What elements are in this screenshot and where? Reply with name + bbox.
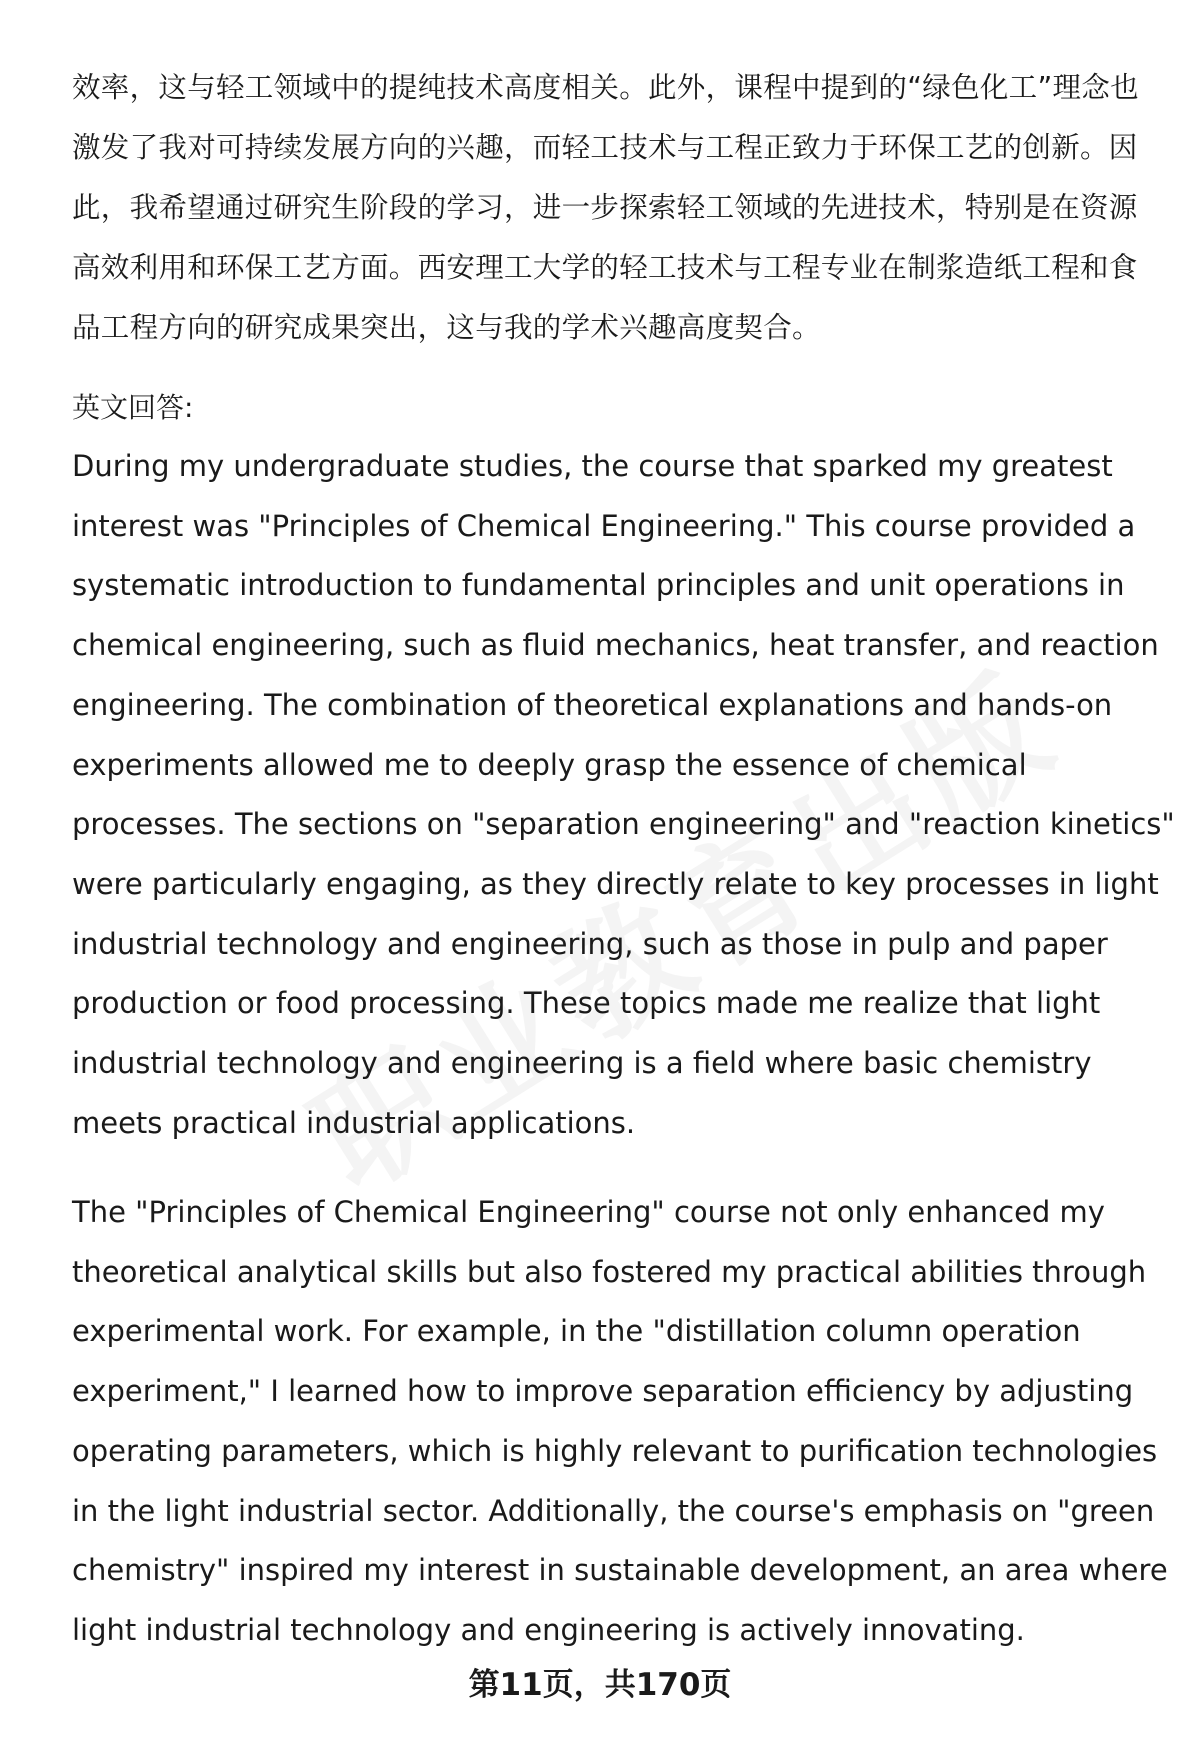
english-answer-heading: 英文回答: (72, 391, 194, 424)
chinese-paragraph: 效率，这与轻工领域中的提纯技术高度相关。此外，课程中提到的“绿色化工”理念也激发了我对可持续发展方向的兴趣，而轻工技术与工程正致力于环保工艺的创新。因此，我希望通过研究生阶段的学习，进一步探索轻工领域的先进技术，特别是在资源高效利用和环保工艺方面。西安理工大学的轻工技术与工程专业在制浆造纸工程和食品工程方向的研究成果突出，这与我的学术兴趣高度契合。 (72, 71, 1139, 344)
page-number-footer: 第11页，共170页 (468, 1667, 732, 1703)
english-paragraph-1: During my undergraduate studies, the course that sparked my greatest interest was "Principles of Chemical Engineering." This course provided a systematic introduction to fundamental principles and unit operations in chemical engineering, such as fluid mechanics, heat transfer, and reaction engineering. The combination of theoretical explanations and hands-on experiments allowed me to deeply grasp the essence of chemical processes. The sections on "separation engineering" and "reaction kinetics" were particularly engaging, as they directly relate to key processes in light industrial technology and engineering, such as those in pulp and paper production or food processing. These topics made me realize that light industrial technology and engineering is a field where basic chemistry meets practical industrial applications. (72, 449, 1175, 1140)
english-paragraph-2: The "Principles of Chemical Engineering" course not only enhanced my theoretical analytical skills but also fostered my practical abilities through experimental work. For example, in the "distillation column operation experiment," I learned how to improve separation efficiency by adjusting operating parameters, which is highly relevant to purification technologies in the light industrial sector. Additionally, the course's emphasis on "green chemistry" inspired my interest in sustainable development, an area where light industrial technology and engineering is actively innovating. (72, 1195, 1168, 1647)
